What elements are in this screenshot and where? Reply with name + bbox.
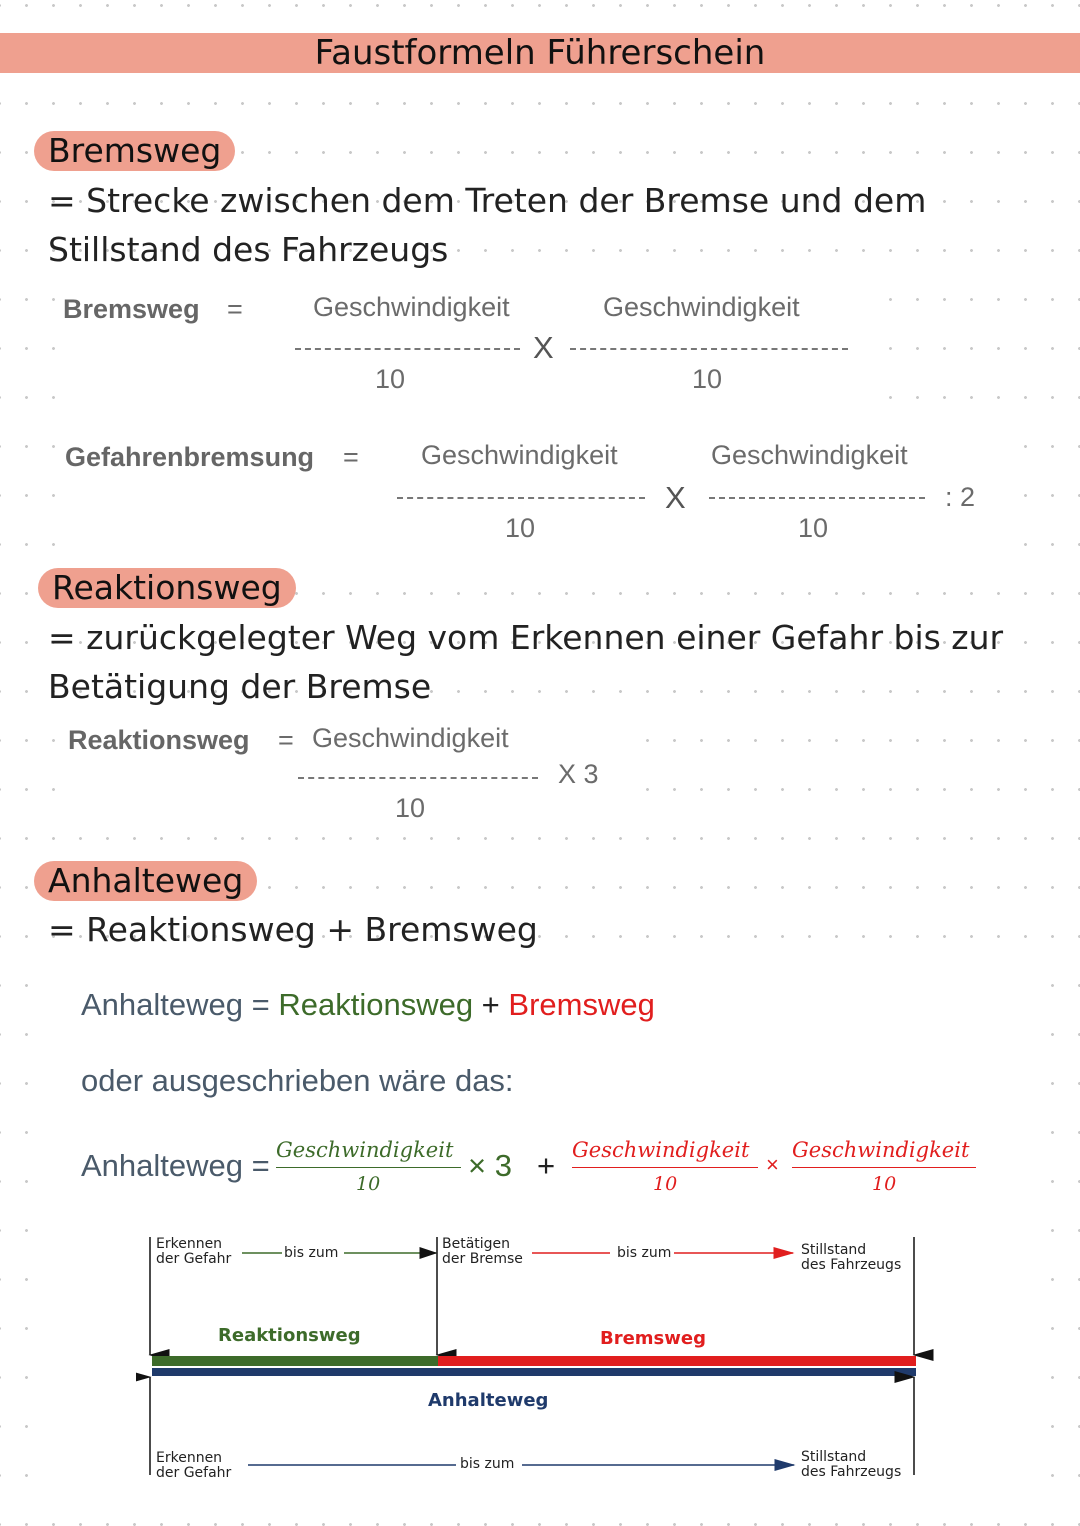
formula-box-bremsweg (55, 284, 865, 404)
label-anhalteweg: Anhalteweg (428, 1390, 549, 1411)
subtitle-ausgeschrieben: oder ausgeschrieben wäre das: (81, 1063, 514, 1098)
fraction-line (397, 497, 645, 499)
page-title: Faustformeln Führerschein (314, 33, 766, 73)
bar-anhalteweg (152, 1368, 916, 1376)
numerator-red: Geschwindigkeit (572, 1138, 750, 1162)
definition-line: Betätigung der Bremse (48, 667, 432, 706)
times-sign-red: × (766, 1152, 779, 1177)
denominator-green: 10 (356, 1173, 381, 1195)
formula-lhs: Gefahrenbremsung (65, 442, 315, 472)
label-bremsweg: Bremsweg (600, 1328, 706, 1349)
heading-reaktionsweg: Reaktionsweg (38, 568, 296, 608)
label-bis-zum: bis zum (460, 1456, 515, 1472)
plus-sign: + (537, 1148, 556, 1183)
fraction-line (295, 348, 520, 350)
definition-line: Stillstand des Fahrzeugs (48, 230, 449, 269)
equals-sign: = (227, 294, 243, 324)
numerator: Geschwindigkeit (711, 440, 908, 470)
equals-sign: = (278, 725, 294, 755)
definition-line: = zurückgelegter Weg vom Erkennen einer Gefahr bis zur (48, 618, 1004, 657)
anhalteweg-equation (81, 987, 655, 1023)
label-bis-zum: bis zum (617, 1245, 672, 1261)
definition-reaktionsweg (48, 613, 1048, 711)
definition-line: = Strecke zwischen dem Treten der Bremse und dem (48, 181, 927, 220)
times-sign: X (665, 480, 686, 515)
label-betaetigen: Betätigen der Bremse (442, 1236, 523, 1267)
times-three: X 3 (558, 759, 599, 789)
label-erkennen-bottom: Erkennen der Gefahr (156, 1450, 232, 1481)
eq-reaktionsweg: Reaktionsweg (278, 987, 474, 1022)
eq-bremsweg: Bremsweg (508, 987, 655, 1022)
bar-bremsweg (438, 1356, 916, 1366)
numerator: Geschwindigkeit (421, 440, 618, 470)
times-sign: X (533, 330, 554, 365)
denominator: 10 (505, 513, 536, 543)
numerator: Geschwindigkeit (313, 292, 510, 322)
fraction-line-red (572, 1167, 758, 1168)
definition-anhalteweg (48, 905, 1048, 954)
numerator: Geschwindigkeit (312, 723, 509, 753)
eq-lhs: Anhalteweg = (81, 987, 279, 1022)
anhalteweg-diagram (136, 1225, 936, 1505)
numerator-red: Geschwindigkeit (792, 1138, 970, 1162)
divide-by-two: : 2 (945, 482, 976, 512)
numerator: Geschwindigkeit (603, 292, 800, 322)
times-three: × 3 (468, 1148, 512, 1183)
label-reaktionsweg: Reaktionsweg (218, 1325, 361, 1346)
fraction-line (709, 497, 925, 499)
eq-plus: + (473, 987, 509, 1022)
formula-box-gefahrenbremsung (55, 430, 1005, 555)
denominator-red: 10 (653, 1173, 678, 1195)
heading-anhalteweg: Anhalteweg (34, 861, 257, 901)
fraction-line (570, 348, 848, 350)
definition-bremsweg (48, 176, 1048, 274)
definition-line: = Reaktionsweg + Bremsweg (48, 910, 538, 949)
denominator: 10 (375, 364, 406, 394)
equals-sign: = (343, 442, 359, 472)
full-formula-lhs: Anhalteweg = (81, 1148, 270, 1183)
formula-lhs: Reaktionsweg (68, 725, 250, 755)
fraction-line-green (276, 1167, 461, 1168)
label-stillstand-top: Stillstand des Fahrzeugs (801, 1242, 902, 1273)
fraction-line-red (792, 1167, 976, 1168)
denominator: 10 (798, 513, 829, 543)
fraction-line (298, 777, 538, 779)
label-stillstand-bottom: Stillstand des Fahrzeugs (801, 1449, 902, 1480)
heading-bremsweg: Bremsweg (34, 131, 235, 171)
numerator-green: Geschwindigkeit (276, 1138, 454, 1162)
formula-lhs: Bremsweg (63, 294, 200, 324)
denominator: 10 (395, 793, 426, 823)
bar-reaktionsweg (152, 1356, 438, 1366)
formula-box-reaktionsweg (58, 715, 628, 830)
denominator-red: 10 (872, 1173, 897, 1195)
denominator: 10 (692, 364, 723, 394)
label-erkennen-top: Erkennen der Gefahr (156, 1236, 232, 1267)
label-bis-zum: bis zum (284, 1245, 339, 1261)
